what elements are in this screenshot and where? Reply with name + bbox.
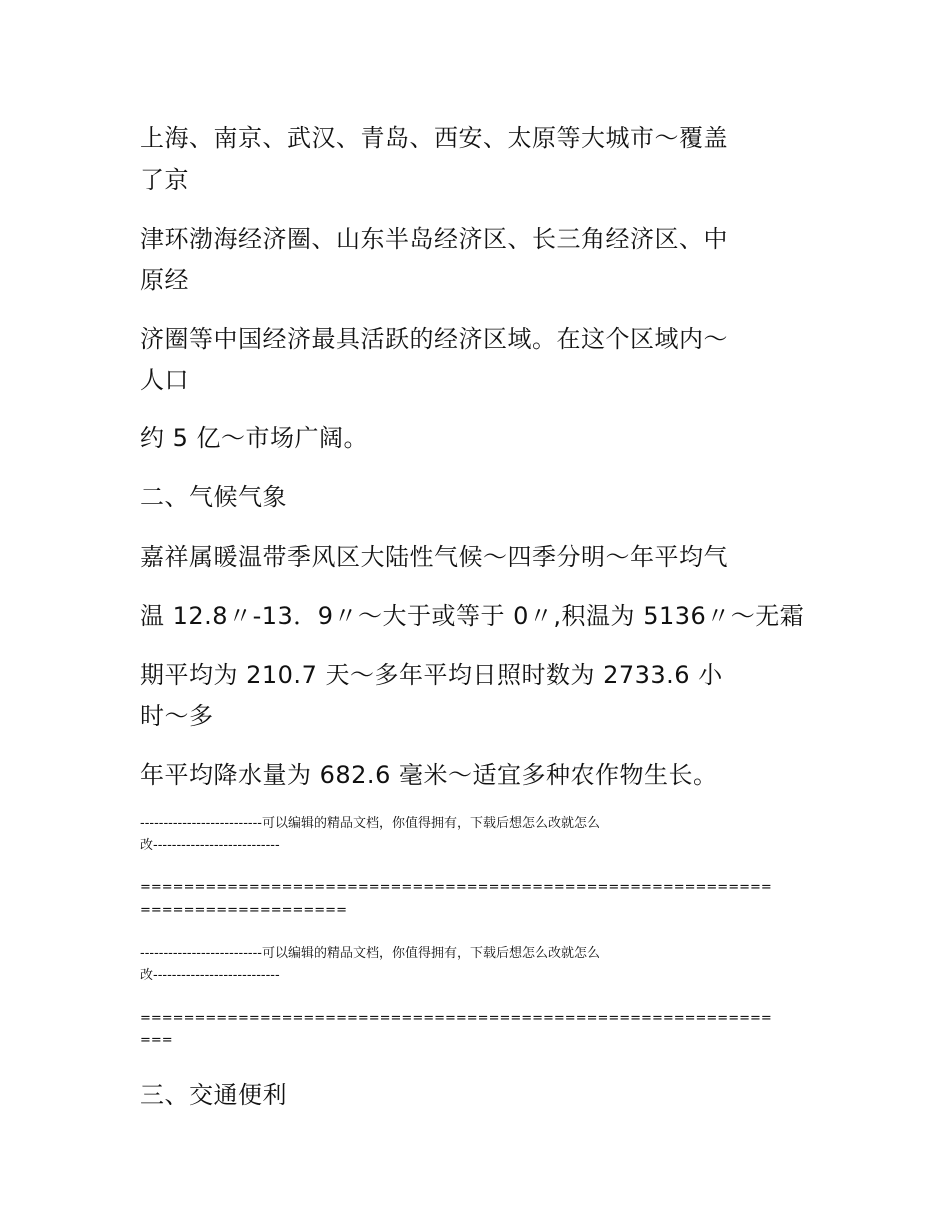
body-line: 时～多 [140, 702, 214, 730]
body-line: 人口 [140, 366, 189, 394]
body-line: 约 5 亿～市场广阔。 [140, 424, 369, 452]
body-line: 年平均降水量为 682.6 毫米～适宜多种农作物生长。 [140, 761, 718, 789]
separator-line: =================== [140, 903, 347, 918]
body-line: 温 12.8〃-13．9〃～大于或等于 0〃,积温为 5136〃～无霜 [140, 602, 805, 630]
separator-line: === [140, 1033, 173, 1048]
body-line: 嘉祥属暖温带季风区大陆性气候～四季分明～年平均气 [140, 543, 728, 571]
watermark-text: --------------------------可以编辑的精品文档，你值得拥有，下载后想怎么改就怎么 [140, 816, 600, 831]
separator-line: ========================================================== [140, 880, 772, 895]
section-heading: 二、气候气象 [140, 483, 287, 511]
section-heading: 三、交通便利 [140, 1081, 287, 1109]
body-line: 原经 [140, 266, 189, 294]
body-line: 济圈等中国经济最具活跃的经济区域。在这个区域内～ [140, 325, 728, 353]
watermark-text: 改--------------------------- [140, 968, 280, 983]
body-line: 了京 [140, 166, 189, 194]
body-line: 期平均为 210.7 天～多年平均日照时数为 2733.6 小 [140, 661, 723, 689]
watermark-text: 改--------------------------- [140, 838, 280, 853]
body-line: 上海、南京、武汉、青岛、西安、太原等大城市～覆盖 [140, 124, 728, 152]
watermark-text: --------------------------可以编辑的精品文档，你值得拥有，下载后想怎么改就怎么 [140, 946, 600, 961]
body-line: 津环渤海经济圈、山东半岛经济区、长三角经济区、中 [140, 225, 728, 253]
separator-line: ========================================================== [140, 1011, 772, 1026]
